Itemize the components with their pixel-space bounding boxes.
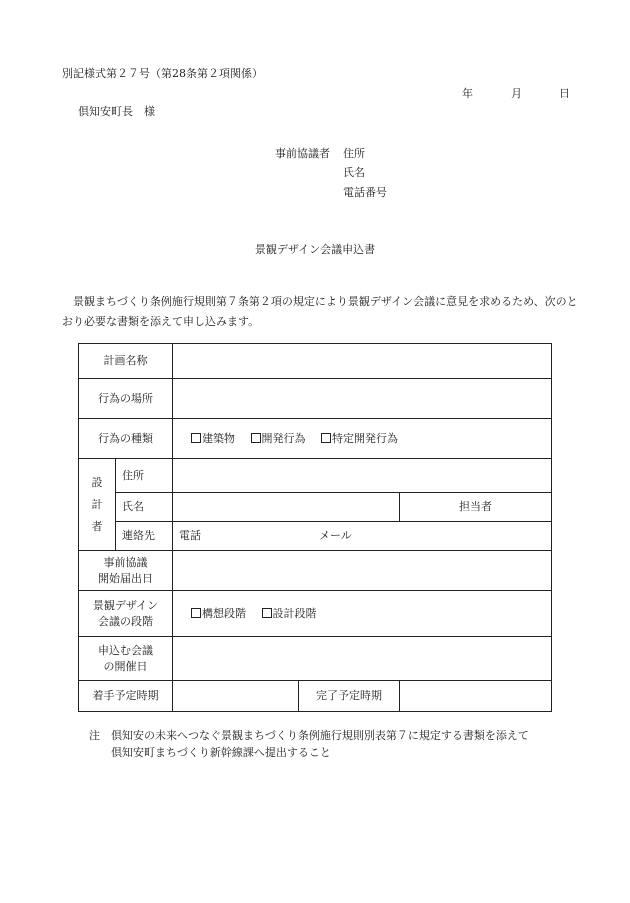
action-type-options	[173, 419, 552, 459]
checkbox-specific-development[interactable]	[321, 431, 398, 447]
row-location	[79, 379, 552, 419]
checkbox-icon	[191, 608, 201, 618]
applicant-phone-label: 電話番号	[343, 186, 387, 199]
meeting-date-label-line2: の開催日	[103, 659, 148, 673]
row-pre-consultation	[79, 551, 552, 591]
designer-label	[79, 459, 116, 551]
checkbox-building-label: 建築物	[202, 431, 235, 445]
checkbox-specific-development-label: 特定開発行為	[332, 431, 398, 445]
designer-char-1: 設	[91, 475, 103, 489]
mail-label: メール	[319, 529, 352, 542]
date-year-label: 年	[462, 87, 473, 100]
designer-char-2: 計	[91, 497, 103, 511]
location-label: 行為の場所	[79, 379, 173, 419]
meeting-stage-options	[173, 591, 552, 637]
note-line1: 倶知安の未来へつなぐ景観まちづくり条例施行規則別表第７に規定する書類を添えて	[111, 729, 529, 742]
checkbox-concept-stage[interactable]	[191, 606, 246, 622]
end-date-field[interactable]	[400, 681, 552, 712]
row-meeting-stage	[79, 591, 552, 637]
plan-name-field[interactable]	[173, 344, 552, 379]
action-type-label: 行為の種類	[79, 419, 173, 459]
checkbox-icon	[262, 608, 272, 618]
meeting-date-label	[79, 637, 173, 681]
body-text: 景観まちづくり条例施行規則第７条第２項の規定により景観デザイン会議に意見を求めるため、次のとおり必要な書類を添えて申し込みます。	[62, 295, 578, 328]
note-mark: 注	[89, 729, 100, 742]
date-month-label: 月	[511, 87, 522, 100]
meeting-stage-label-line1: 景観デザイン	[92, 598, 159, 612]
pre-consultation-label-line2: 開始届出日	[98, 571, 153, 585]
start-date-label: 着手予定時期	[79, 681, 173, 712]
checkbox-building[interactable]	[191, 431, 235, 447]
row-designer-name	[79, 493, 552, 522]
checkbox-design-stage[interactable]	[262, 606, 317, 622]
applicant-name-label: 氏名	[343, 166, 365, 179]
row-designer-contact	[79, 522, 552, 551]
designer-name-field[interactable]	[173, 493, 400, 522]
applicant-role-label: 事前協議者	[275, 147, 330, 160]
location-field[interactable]	[173, 379, 552, 419]
meeting-date-label-line1: 申込む会議	[98, 643, 153, 657]
addressee: 倶知安町長 様	[78, 105, 155, 118]
plan-name-label: 計画名称	[79, 344, 173, 379]
checkbox-concept-stage-label: 構想段階	[202, 606, 246, 620]
person-in-charge-label: 担当者	[400, 493, 552, 522]
designer-address-field[interactable]	[173, 459, 552, 493]
row-action-type	[79, 419, 552, 459]
checkbox-design-stage-label: 設計段階	[272, 606, 317, 620]
checkbox-icon	[191, 433, 201, 443]
pre-consultation-label	[79, 551, 173, 591]
checkbox-icon	[321, 433, 331, 443]
checkbox-icon	[251, 433, 261, 443]
meeting-date-field[interactable]	[173, 637, 552, 681]
end-date-label: 完了予定時期	[299, 681, 400, 712]
applicant-address-label: 住所	[343, 147, 365, 160]
designer-name-label: 氏名	[116, 493, 173, 522]
contact-field[interactable]	[173, 522, 552, 551]
row-schedule	[79, 681, 552, 712]
document-title: 景観デザイン会議申込書	[254, 243, 376, 256]
date-day-label: 日	[559, 87, 570, 100]
contact-label: 連絡先	[116, 522, 173, 551]
row-plan-name	[79, 344, 552, 379]
form-number: 別記様式第２７号（第28条第２項関係）	[62, 67, 263, 80]
meeting-stage-label	[79, 591, 173, 637]
designer-address-label: 住所	[116, 459, 173, 493]
row-designer-address	[79, 459, 552, 493]
phone-label: 電話	[179, 529, 201, 542]
pre-consultation-label-line1: 事前協議	[103, 555, 148, 569]
row-meeting-date	[79, 637, 552, 681]
start-date-field[interactable]	[173, 681, 299, 712]
pre-consultation-field[interactable]	[173, 551, 552, 591]
checkbox-development-label: 開発行為	[261, 431, 306, 445]
meeting-stage-label-line2: 会議の段階	[98, 614, 153, 628]
note-line2: 倶知安町まちづくり新幹線課へ提出すること	[111, 746, 331, 759]
checkbox-development[interactable]	[251, 431, 306, 447]
designer-char-3: 者	[91, 519, 103, 533]
application-form-table	[78, 343, 552, 712]
